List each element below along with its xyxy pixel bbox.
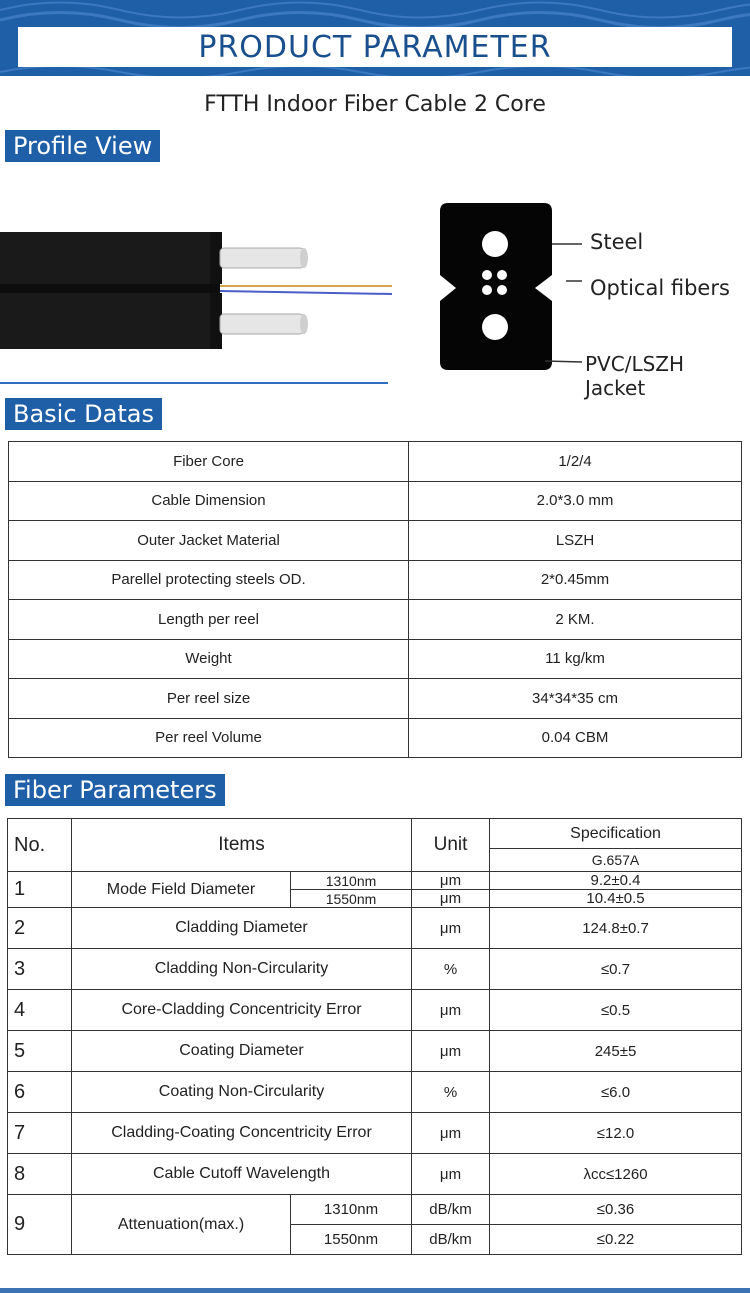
section-fiber-parameters: Fiber Parameters: [5, 774, 225, 806]
table-row: [9, 718, 742, 758]
header-spec-sub: G.657A: [490, 849, 742, 872]
table-row: [8, 949, 742, 990]
row-no: 7: [8, 1113, 72, 1154]
label-optical-fibers: Optical fibers: [590, 276, 730, 300]
row-unit: μm: [412, 872, 490, 890]
basic-label: Weight: [9, 639, 409, 679]
basic-label: Parellel protecting steels OD.: [9, 560, 409, 600]
table-row: [9, 600, 742, 640]
basic-value: 34*34*35 cm: [409, 679, 742, 719]
row-no: 4: [8, 990, 72, 1031]
row-unit: dB/km: [412, 1195, 490, 1225]
table-row: [8, 1154, 742, 1195]
row-no: 5: [8, 1031, 72, 1072]
footer-divider: [0, 1288, 750, 1293]
row-no: 2: [8, 908, 72, 949]
basic-value: 2.0*3.0 mm: [409, 481, 742, 521]
row-spec: ≤0.7: [490, 949, 742, 990]
row-unit: μm: [412, 1154, 490, 1195]
row-item: Cladding Non-Circularity: [72, 949, 412, 990]
table-row: [8, 872, 742, 890]
row-spec: λcc≤1260: [490, 1154, 742, 1195]
basic-value: LSZH: [409, 521, 742, 561]
row-no: 1: [8, 872, 72, 908]
basic-label: Cable Dimension: [9, 481, 409, 521]
row-item: Core-Cladding Concentricity Error: [72, 990, 412, 1031]
table-row: [9, 679, 742, 719]
table-row: [9, 560, 742, 600]
row-spec: ≤12.0: [490, 1113, 742, 1154]
product-subtitle: FTTH Indoor Fiber Cable 2 Core: [204, 92, 546, 117]
row-unit: μm: [412, 1031, 490, 1072]
row-item: Coating Diameter: [72, 1031, 412, 1072]
row-unit: dB/km: [412, 1225, 490, 1255]
row-spec: 245±5: [490, 1031, 742, 1072]
row-wavelength: 1310nm: [291, 872, 412, 890]
basic-label: Length per reel: [9, 600, 409, 640]
row-spec: ≤0.36: [490, 1195, 742, 1225]
basic-value: 11 kg/km: [409, 639, 742, 679]
row-item: Attenuation(max.): [72, 1195, 291, 1255]
row-spec: ≤0.22: [490, 1225, 742, 1255]
row-item: Cladding-Coating Concentricity Error: [72, 1113, 412, 1154]
table-row: [9, 481, 742, 521]
table-row: [9, 521, 742, 561]
table-row: [8, 1195, 742, 1225]
basic-label: Outer Jacket Material: [9, 521, 409, 561]
header-spec: Specification: [490, 819, 742, 849]
row-unit: μm: [412, 1113, 490, 1154]
row-no: 3: [8, 949, 72, 990]
row-unit: %: [412, 1072, 490, 1113]
basic-data-table: [8, 441, 742, 758]
header-items: Items: [72, 819, 412, 872]
row-unit: μm: [412, 908, 490, 949]
banner-title-box: [18, 27, 732, 67]
row-item: Coating Non-Circularity: [72, 1072, 412, 1113]
basic-label: Per reel size: [9, 679, 409, 719]
row-spec: 9.2±0.4: [490, 872, 742, 890]
table-row: [8, 990, 742, 1031]
table-row: [8, 1072, 742, 1113]
basic-label: Per reel Volume: [9, 718, 409, 758]
header-banner: [0, 0, 750, 76]
basic-value: 0.04 CBM: [409, 718, 742, 758]
basic-value: 2*0.45mm: [409, 560, 742, 600]
row-spec: 10.4±0.5: [490, 890, 742, 908]
page-title: PRODUCT PARAMETER: [198, 30, 552, 65]
row-no: 8: [8, 1154, 72, 1195]
row-no: 6: [8, 1072, 72, 1113]
table-row: [8, 1113, 742, 1154]
row-wavelength: 1550nm: [291, 1225, 412, 1255]
row-spec: ≤0.5: [490, 990, 742, 1031]
row-unit: μm: [412, 890, 490, 908]
row-spec: 124.8±0.7: [490, 908, 742, 949]
header-no: No.: [8, 819, 72, 872]
label-jacket: PVC/LSZH Jacket: [585, 352, 685, 400]
row-unit: μm: [412, 990, 490, 1031]
row-item: Cladding Diameter: [72, 908, 412, 949]
row-spec: ≤6.0: [490, 1072, 742, 1113]
basic-value: 1/2/4: [409, 442, 742, 482]
row-unit: %: [412, 949, 490, 990]
row-wavelength: 1310nm: [291, 1195, 412, 1225]
row-no: 9: [8, 1195, 72, 1255]
section-divider: [0, 382, 388, 384]
table-row: [8, 908, 742, 949]
row-item: Mode Field Diameter: [72, 872, 291, 908]
section-basic-datas: Basic Datas: [5, 398, 162, 430]
row-wavelength: 1550nm: [291, 890, 412, 908]
basic-value: 2 KM.: [409, 600, 742, 640]
basic-label: Fiber Core: [9, 442, 409, 482]
table-row: [9, 442, 742, 482]
row-item: Cable Cutoff Wavelength: [72, 1154, 412, 1195]
section-profile-view: Profile View: [5, 130, 160, 162]
table-row: [8, 1031, 742, 1072]
label-steel: Steel: [590, 230, 644, 254]
table-header-row: [8, 819, 742, 849]
fiber-parameters-table: [7, 818, 742, 1255]
header-unit: Unit: [412, 819, 490, 872]
table-row: [9, 639, 742, 679]
